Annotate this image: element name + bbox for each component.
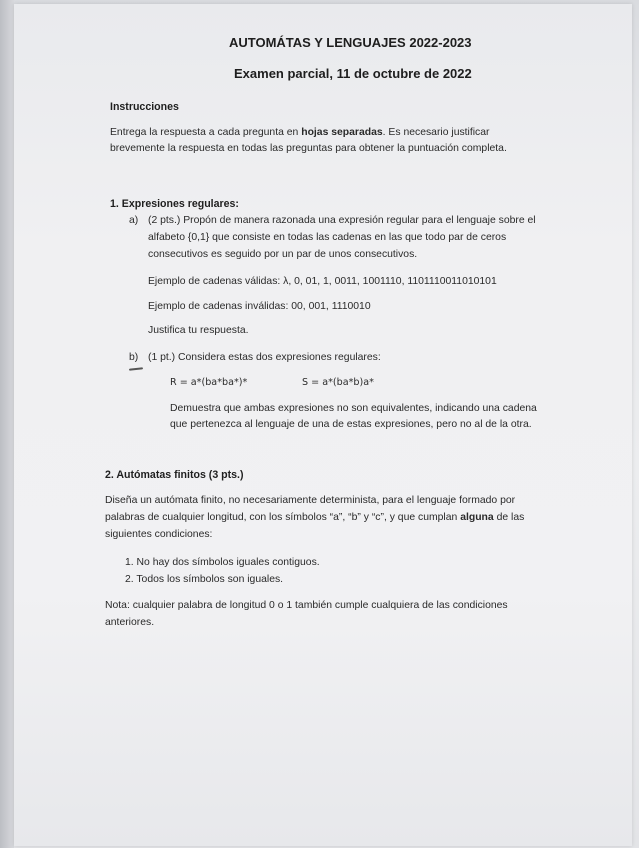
section-1-heading: 1. Expresiones regulares: xyxy=(110,198,239,210)
section-2-emphasis: alguna xyxy=(460,512,494,523)
condition-1: 1. No hay dos símbolos iguales contiguos. xyxy=(125,557,320,568)
instructions-heading: Instrucciones xyxy=(110,101,179,113)
formula-s: S = a*(ba*b)a* xyxy=(302,377,374,388)
section-2-line-3: siguientes condiciones: xyxy=(105,529,213,540)
section-2-text-b: de las xyxy=(493,512,525,523)
note-line-1: Nota: cualquier palabra de longitud 0 o 1 también cumple cualquiera de las condiciones xyxy=(105,600,508,611)
instructions-line-1 xyxy=(110,126,490,140)
question-b-line-2: Demuestra que ambas expresiones no son equivalentes, indicando una cadena xyxy=(170,403,537,414)
instructions-text-a: Entrega la respuesta a cada pregunta en xyxy=(110,127,302,138)
valid-examples: Ejemplo de cadenas válidas: λ, 0, 01, 1, 0011, 1001110, 1101110011010101 xyxy=(148,276,497,287)
instructions-line-2: brevemente la respuesta en todas las preguntas para obtener la puntuación completa. xyxy=(110,143,507,154)
exam-sheet xyxy=(14,4,632,846)
section-2-line-2 xyxy=(105,511,524,525)
justify-note: Justifica tu respuesta. xyxy=(148,325,249,336)
instructions-emphasis: hojas separadas xyxy=(301,127,383,138)
question-b-line-1: (1 pt.) Considera estas dos expresiones regulares: xyxy=(148,352,381,363)
exam-subtitle: Examen parcial, 11 de octubre de 2022 xyxy=(234,66,472,81)
instructions-text-b: . Es necesario justificar xyxy=(382,127,490,138)
formula-r: R = a*(ba*ba*)* xyxy=(170,377,248,388)
section-2-line-1: Diseña un autómata finito, no necesariamente determinista, para el lenguaje formado por xyxy=(105,495,516,506)
invalid-examples: Ejemplo de cadenas inválidas: 00, 001, 1110010 xyxy=(148,301,371,312)
question-a-line-3: consecutivos es seguido por un par de unos consecutivos. xyxy=(148,249,418,260)
course-title: AUTOMÁTAS Y LENGUAJES 2022-2023 xyxy=(229,35,472,50)
condition-2: 2. Todos los símbolos son iguales. xyxy=(125,574,284,585)
question-a-line-1: (2 pts.) Propón de manera razonada una expresión regular para el lenguaje sobre el xyxy=(148,215,536,226)
question-a-label: a) xyxy=(129,215,139,226)
handwritten-mark xyxy=(129,367,143,370)
page-edge-shadow xyxy=(0,0,14,848)
section-2-text-a: palabras de cualquier longitud, con los símbolos “a”, “b” y “c”, y que cumplan xyxy=(105,512,461,523)
question-b-label: b) xyxy=(129,352,139,363)
question-b-line-3: que pertenezca al lenguaje de una de estas expresiones, pero no al de la otra. xyxy=(170,419,532,430)
question-a-line-2: alfabeto {0,1} que consiste en todas las cadenas en las que todo par de ceros xyxy=(148,232,507,243)
note-line-2: anteriores. xyxy=(105,617,155,628)
section-2-heading: 2. Autómatas finitos (3 pts.) xyxy=(105,469,244,481)
